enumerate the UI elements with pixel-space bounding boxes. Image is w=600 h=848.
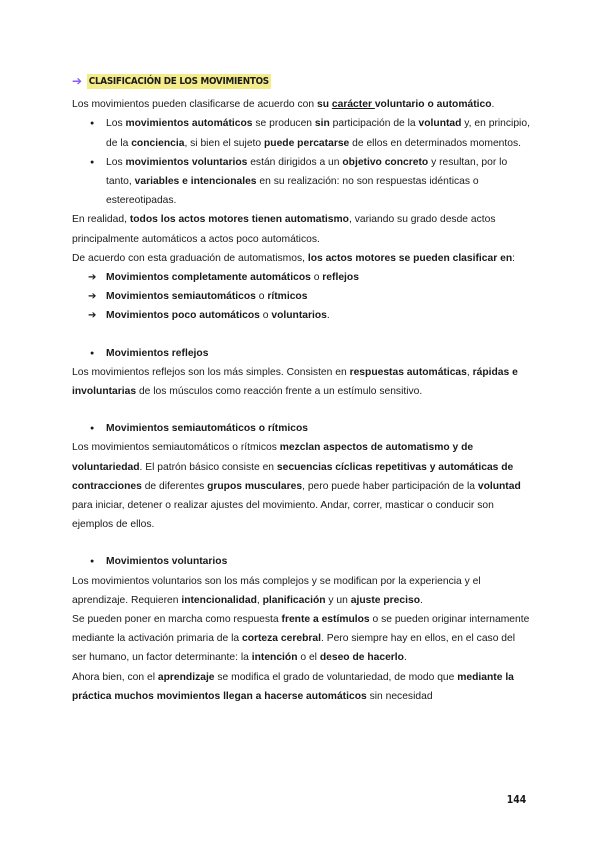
paragraph-ritmicos: Los movimientos semiautomáticos o rítmicos mezclan aspectos de automatismo y de voluntariedad. El patrón básico consiste en secuencias cíclicas repetitivas y automáticas de contracciones de diferentes grupos musculares, pero puede haber participación de la voluntad para iniciar, detener o realizar ajustes del movimiento. Andar, correr, masticar o conducir son ejemplos de ellos. <box>72 442 521 531</box>
paragraph-realidad: En realidad, todos los actos motores tienen automatismo, variando su grado desde actos principalmente automáticos a actos poco automáticos. <box>72 214 496 245</box>
list-item-reflejos: ➔ Movimientos completamente automáticos o reflejos <box>88 268 532 287</box>
paragraph-voluntarios-3: Ahora bien, con el aprendizaje se modifica el grado de voluntariedad, de modo que mediante la práctica muchos movimientos llegan a hacerse automáticos sin necesidad <box>72 671 514 702</box>
paragraph-voluntarios-2: Se pueden poner en marcha como respuesta frente a estímulos o se pueden originar internamente mediante la activación primaria de la corteza cerebral. Pero siempre hay en ellos, en el caso del ser humano, un factor determinante: la intención o el deseo de hacerlo. <box>72 614 530 664</box>
list-item-voluntarios: ● Los movimientos voluntarios están dirigidos a un objetivo concreto y resultan, por lo tanto, variables e intencionales en su realización: no son respuestas idénticas o estereotipadas. <box>88 153 532 211</box>
heading-title: CLASIFICACIÓN DE LOS MOVIMIENTOS <box>88 76 269 88</box>
paragraph-reflejos: Los movimientos reflejos son los más simples. Consisten en respuestas automáticas, rápidas e involuntarias de los músculos como reacción frente a un estímulo sensitivo. <box>72 366 518 398</box>
paragraph-graduacion: De acuerdo con esta graduación de automatismos, los actos motores se pueden clasificar en: <box>72 252 516 264</box>
page-number: 144 <box>506 793 527 806</box>
paragraph-voluntarios-1: Los movimientos voluntarios son los más complejos y se modifican por la experiencia y el aprendizaje. Requieren intencionalidad, planificación y un ajuste preciso. <box>72 575 481 606</box>
subheading-ritmicos: ● Movimientos semiautomáticos o rítmicos <box>72 419 532 438</box>
list-item-ritmicos: ➔ Movimientos semiautomáticos o rítmicos <box>88 287 532 306</box>
arrow-right-icon: ➔ <box>88 291 97 303</box>
movement-types-list <box>72 114 532 210</box>
subheading-voluntarios: ● Movimientos voluntarios <box>72 552 532 571</box>
document-page <box>72 72 532 706</box>
classification-list <box>72 268 532 326</box>
section-heading <box>72 72 532 91</box>
arrow-right-icon: ➔ <box>88 310 97 322</box>
intro-paragraph: Los movimientos pueden clasificarse de acuerdo con su carácter voluntario o automático. <box>72 99 495 111</box>
list-item-automaticos: ● Los movimientos automáticos se producen sin participación de la voluntad y, en principio, de la conciencia, si bien el sujeto puede percatarse de ellos en determinados momentos. <box>88 114 532 152</box>
list-item-poco-automaticos: ➔ Movimientos poco automáticos o voluntarios. <box>88 306 532 325</box>
arrow-right-icon: ➔ <box>88 272 97 284</box>
subheading-reflejos: ● Movimientos reflejos <box>72 344 532 363</box>
arrow-right-icon: ➔ <box>72 74 83 88</box>
